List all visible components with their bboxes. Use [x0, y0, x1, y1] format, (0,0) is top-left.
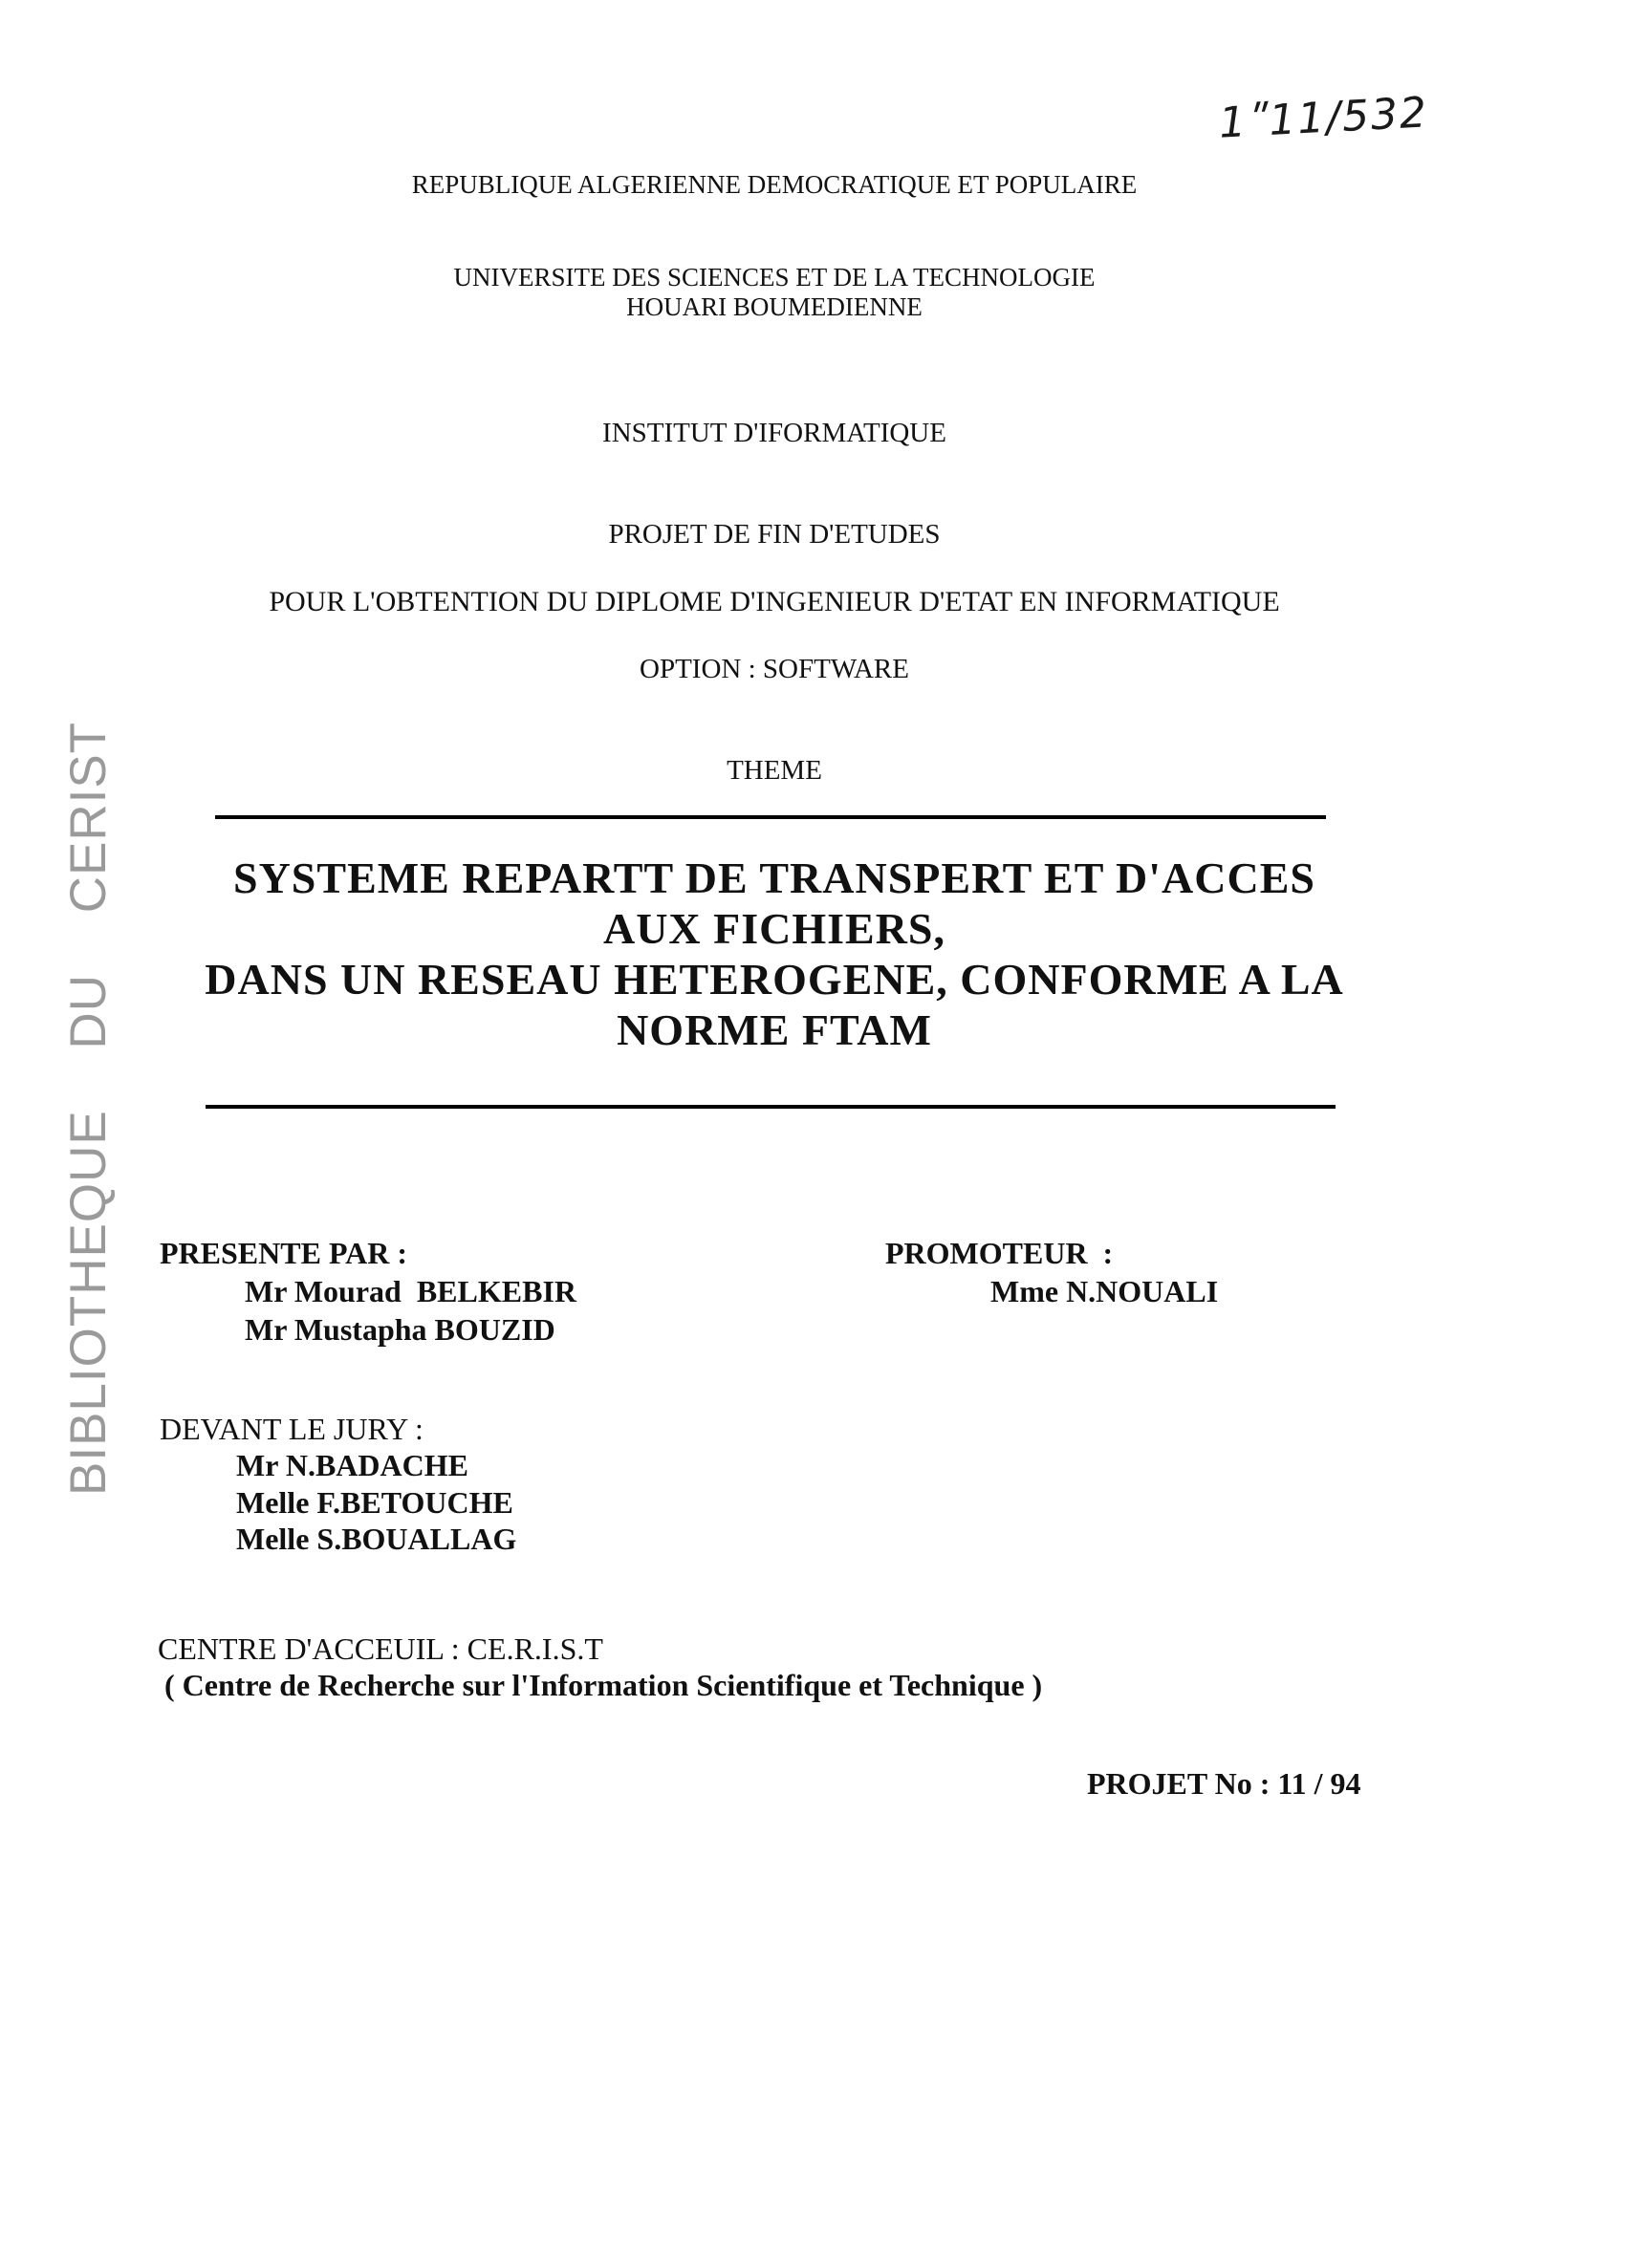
university-name-line2: HOUARI BOUMEDIENNE — [626, 292, 923, 321]
jury-member: Melle S.BOUALLAG — [236, 1522, 517, 1556]
option-line: OPTION : SOFTWARE — [640, 654, 909, 684]
thesis-title-line1: SYSTEME REPARTT DE TRANSPERT ET D'ACCES — [233, 853, 1315, 902]
thesis-title-line4: NORME FTAM — [617, 1005, 932, 1054]
promoter-label: PROMOTEUR : — [885, 1236, 1114, 1270]
promoter-name: Mme N.NOUALI — [990, 1274, 1219, 1308]
bottom-divider — [206, 1105, 1336, 1109]
project-number: PROJET No : 11 / 94 — [1087, 1766, 1361, 1801]
handwritten-reference: 1ʺ11/532 — [1217, 88, 1430, 148]
host-center-full-name: ( Centre de Recherche sur l'Information Scientifique et Technique ) — [164, 1668, 1043, 1702]
library-watermark: BIBLIOTHEQUE DU CERIST — [60, 721, 117, 1496]
jury-member: Melle F.BETOUCHE — [236, 1485, 513, 1520]
project-type: PROJET DE FIN D'ETUDES — [608, 519, 941, 550]
presented-by-label: PRESENTE PAR : — [160, 1236, 407, 1270]
university-name-line1: UNIVERSITE DES SCIENCES ET DE LA TECHNOLOGIE — [453, 263, 1096, 292]
jury-member: Mr N.BADACHE — [236, 1448, 468, 1482]
top-divider — [215, 815, 1326, 819]
republic-heading: REPUBLIQUE ALGERIENNE DEMOCRATIQUE ET POPULAIRE — [411, 170, 1138, 199]
degree-purpose: POUR L'OBTENTION DU DIPLOME D'INGENIEUR D'ETAT EN INFORMATIQUE — [269, 586, 1280, 617]
jury-label: DEVANT LE JURY : — [160, 1412, 424, 1446]
student-name: Mr Mustapha BOUZID — [245, 1312, 555, 1347]
thesis-title-line3: DANS UN RESEAU HETEROGENE, CONFORME A LA — [205, 955, 1344, 1004]
theme-label: THEME — [727, 755, 822, 786]
student-name: Mr Mourad BELKEBIR — [245, 1274, 576, 1308]
thesis-title-line2: AUX FICHIERS, — [602, 904, 946, 953]
host-center-label: CENTRE D'ACCEUIL : CE.R.I.S.T — [158, 1631, 603, 1666]
institute-name: INSTITUT D'IFORMATIQUE — [602, 418, 946, 448]
